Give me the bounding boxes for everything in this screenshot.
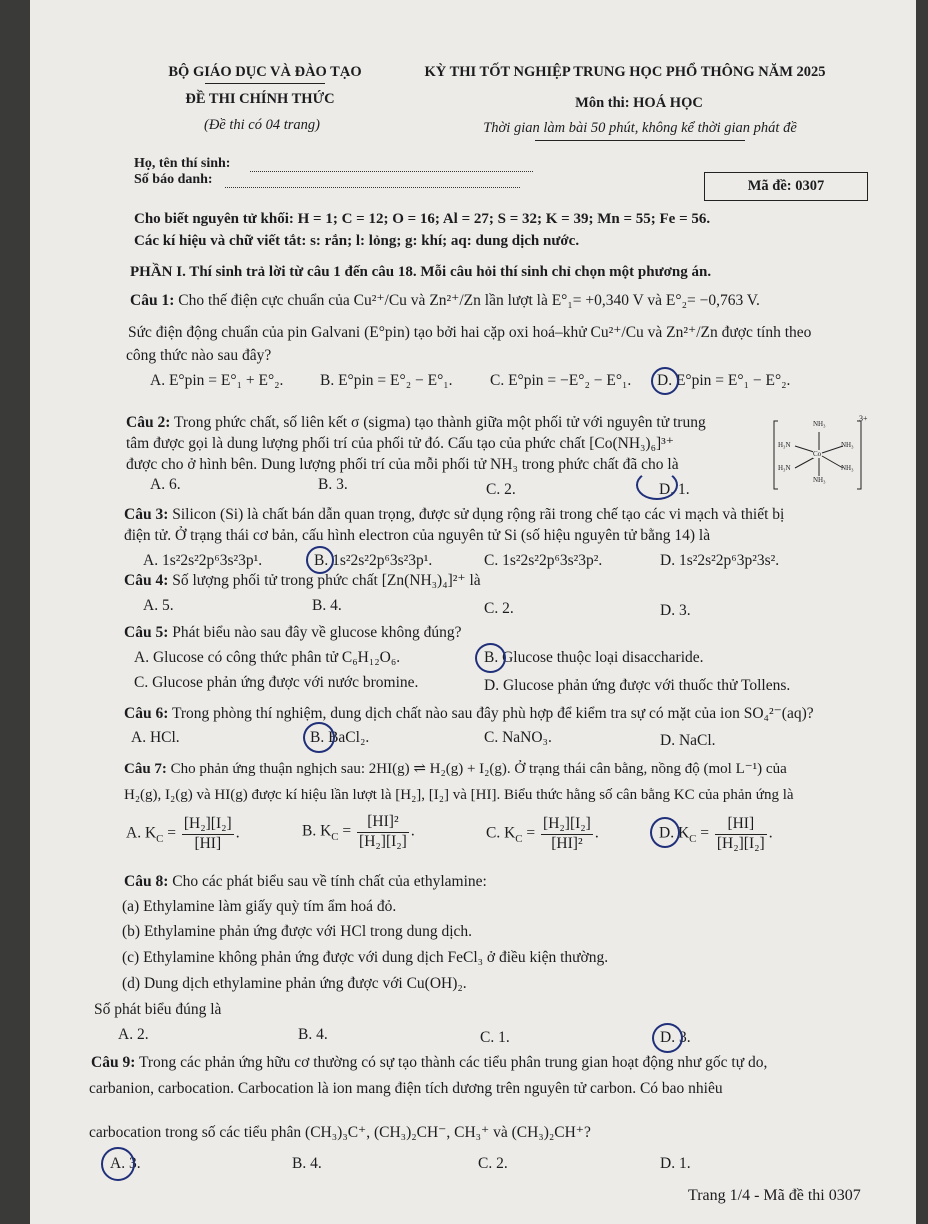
answer-mark-q9 — [101, 1147, 135, 1181]
q8-option-d[interactable]: D. 3. — [660, 1029, 691, 1046]
q5-option-a[interactable]: A. Glucose có công thức phân tử C₆H₁₂O₆. — [134, 649, 401, 666]
q4-option-b[interactable]: B. 4. — [312, 597, 342, 614]
page-count: (Đề thi có 04 trang) — [204, 117, 320, 133]
central-atom: Co — [813, 450, 822, 458]
q9-line1: Câu 9: Trong các phản ứng hữu cơ thường có sự tạo thành các tiểu phân trung gian hoạt động như gốc tự do, — [91, 1054, 768, 1071]
q7-option-a[interactable]: A. $K_C$ = $\frac{\text{[H₂][I₂]}}{[HI]}$ . — [126, 815, 240, 852]
q9-option-c[interactable]: C. 2. — [478, 1155, 508, 1172]
q3-line2: điện tử. Ở trạng thái cơ bản, cấu hình electron của nguyên tử Si (số hiệu nguyên tử bằng 14) là — [124, 527, 711, 544]
q9-line2: carbanion, carbocation. Carbocation là ion mang điện tích dương trên nguyên tử carbon. Có bao nhiêu — [89, 1080, 723, 1097]
ligand-right-top: NH₃ — [841, 441, 854, 449]
right-bracket — [857, 421, 861, 489]
answer-mark-q3 — [306, 546, 334, 574]
q1-line1: Câu 1: Cho thế điện cực chuẩn của Cu²⁺/Cu và Zn²⁺/Zn lần lượt là E°₁= +0,340 V và E°₂= −0,763 V. — [130, 292, 760, 309]
q2-line2: tâm được gọi là dung lượng phối trí của phối tử đó. Cấu tạo của phức chất [Co(NH₃)₆]³⁺ — [126, 435, 674, 452]
q4-option-c[interactable]: C. 2. — [484, 600, 514, 617]
ligand-left-top: H₃N — [778, 441, 791, 449]
q4-option-a[interactable]: A. 5. — [143, 597, 174, 614]
q9-line3: carbocation trong số các tiểu phân (CH₃)₃C⁺, (CH₃)₂CH⁻, CH₃⁺ và (CH₃)₂CH⁺? — [89, 1124, 591, 1141]
q1-line3: công thức nào sau đây? — [126, 347, 272, 364]
q7-line2: H₂(g), I₂(g) và HI(g) được kí hiệu lần lượt là [H₂], [I₂] và [HI]. Biểu thức hằng số cân bằng KC của phản ứng là — [124, 787, 794, 803]
q8-option-c[interactable]: C. 1. — [480, 1029, 510, 1046]
q8-line1: Câu 8: Cho các phát biểu sau về tính chất của ethylamine: — [124, 873, 487, 890]
exam-code-box — [704, 172, 868, 201]
q6-option-a[interactable]: A. HCl. — [131, 729, 180, 746]
candidate-name-label: Họ, tên thí sinh: — [134, 156, 231, 171]
q6-option-c[interactable]: C. NaNO₃. — [484, 729, 552, 746]
answer-mark-q8 — [652, 1023, 683, 1053]
ligand-right-bottom: NH₃ — [841, 464, 854, 472]
q2-option-b[interactable]: B. 3. — [318, 476, 348, 493]
ligand-bottom: NH₃ — [813, 476, 826, 484]
q4-option-d[interactable]: D. 3. — [660, 602, 691, 619]
q3-option-a[interactable]: A. 1s²2s²2p⁶3s²3p¹. — [143, 552, 263, 569]
q7-option-d[interactable]: D. $K_C$ = $\frac{[HI]}{\text{[H₂][I₂]}}$ . — [659, 815, 773, 852]
exam-time: Thời gian làm bài 50 phút, không kể thời gian phát đề — [483, 120, 797, 136]
q8-statement-b: (b) Ethylamine phản ứng được với HCl trong dung dịch. — [122, 923, 473, 940]
q2-option-d[interactable]: D. 1. — [659, 481, 690, 498]
q3-option-c[interactable]: C. 1s²2s²2p⁶3s²3p². — [484, 552, 603, 569]
candidate-name-field[interactable] — [250, 171, 533, 172]
q3-line1: Câu 3: Silicon (Si) là chất bán dẫn quan trọng, được sử dụng rộng rãi trong chế tạo các vi mạch và thiết bị — [124, 506, 785, 523]
header-underline — [205, 83, 325, 84]
q4-line1: Câu 4: Số lượng phối tử trong phức chất [Zn(NH₃)₄]²⁺ là — [124, 572, 481, 589]
q1-option-b[interactable]: B. E°pin = E°₂ − E°₁. — [320, 372, 453, 389]
part-one-heading: PHẦN I. Thí sinh trả lời từ câu 1 đến câu 18. Mỗi câu hỏi thí sinh chỉ chọn một phương án. — [130, 264, 712, 280]
q9-option-a[interactable]: A. 3. — [110, 1155, 141, 1172]
q9-option-b[interactable]: B. 4. — [292, 1155, 322, 1172]
q1-option-d[interactable]: D. E°pin = E°₁ − E°₂. — [657, 372, 791, 389]
q8-question: Số phát biểu đúng là — [94, 1001, 222, 1018]
exam-title: KỲ THI TỐT NGHIỆP TRUNG HỌC PHỔ THÔNG NĂM 2025 — [424, 64, 826, 80]
q3-option-b[interactable]: B. 1s²2s²2p⁶3s²3p¹. — [314, 552, 433, 569]
answer-mark-q1 — [651, 367, 679, 395]
q5-line1: Câu 5: Phát biểu nào sau đây về glucose không đúng? — [124, 624, 462, 641]
answer-mark-q2 — [636, 470, 678, 500]
q5-option-c[interactable]: C. Glucose phản ứng được với nước bromine. — [134, 674, 419, 691]
q6-line1: Câu 6: Trong phòng thí nghiệm, dung dịch chất nào sau đây phù hợp để kiểm tra sự có mặt của ion SO₄²⁻(aq)? — [124, 705, 814, 722]
q8-option-b[interactable]: B. 4. — [298, 1026, 328, 1043]
q2-option-c[interactable]: C. 2. — [486, 481, 516, 498]
q7-option-c[interactable]: C. $K_C$ = $\frac{\text{[H₂][I₂]}}{\text{[HI]²}}$ . — [486, 815, 599, 852]
answer-mark-q6 — [303, 722, 335, 753]
q2-line3: được cho ở hình bên. Dung lượng phối trí của mỗi phối tử NH₃ trong phức chất đã cho là — [126, 456, 679, 473]
q8-statement-c: (c) Ethylamine không phản ứng được với dung dịch FeCl₃ ở điều kiện thường. — [122, 949, 609, 966]
exam-code: Mã đề: 0307 — [747, 178, 825, 194]
q7-line1: Câu 7: Cho phản ứng thuận nghịch sau: 2HI(g) ⇌ H₂(g) + I₂(g). Ở trạng thái cân bằng, nồng độ (mol L⁻¹) của — [124, 761, 787, 777]
page-footer: Trang 1/4 - Mã đề thi 0307 — [688, 1187, 861, 1204]
q3-option-d[interactable]: D. 1s²2s²2p⁶3p²3s². — [660, 552, 780, 569]
complex-charge: 3+ — [859, 414, 868, 423]
q1-option-a[interactable]: A. E°pin = E°₁ + E°₂. — [150, 372, 284, 389]
bond-right-2 — [822, 456, 843, 468]
q8-option-a[interactable]: A. 2. — [118, 1026, 149, 1043]
q1-option-c[interactable]: C. E°pin = −E°₂ − E°₁. — [490, 372, 632, 389]
q9-option-d[interactable]: D. 1. — [660, 1155, 691, 1172]
answer-mark-q7 — [650, 817, 680, 848]
candidate-id-field[interactable] — [225, 187, 520, 188]
atomic-masses: Cho biết nguyên tử khối: H = 1; C = 12; O = 16; Al = 27; S = 32; K = 39; Mn = 55; Fe = 56. — [134, 211, 711, 227]
q7-option-b[interactable]: B. $K_C$ = $\frac{\text{[HI]²}}{\text{[H₂][I₂]}}$ . — [302, 813, 415, 850]
answer-mark-q5 — [475, 643, 506, 673]
left-bracket — [774, 421, 778, 489]
q8-statement-a: (a) Ethylamine làm giấy quỳ tím ẩm hoá đỏ. — [122, 898, 397, 915]
ligand-left-bottom: H₃N — [778, 464, 791, 472]
q1-line2: Sức điện động chuẩn của pin Galvani (E°pin) tạo bởi hai cặp oxi hoá–khử Cu²⁺/Cu và Zn²⁺/Zn được tính theo — [128, 324, 812, 341]
candidate-id-label: Số báo danh: — [134, 172, 213, 187]
time-underline — [535, 140, 745, 141]
ministry-name: BỘ GIÁO DỤC VÀ ĐÀO TẠO — [168, 64, 362, 80]
symbols-note: Các kí hiệu và chữ viết tắt: s: rắn; l: lỏng; g: khí; aq: dung dịch nước. — [134, 233, 580, 249]
q6-option-b[interactable]: B. BaCl₂. — [310, 729, 370, 746]
q2-option-a[interactable]: A. 6. — [150, 476, 181, 493]
q5-option-b[interactable]: B. Glucose thuộc loại disaccharide. — [484, 649, 704, 666]
ligand-top: NH₃ — [813, 420, 826, 428]
official-label: ĐỀ THI CHÍNH THỨC — [185, 91, 335, 107]
complex-structure-figure — [773, 414, 868, 492]
q5-option-d[interactable]: D. Glucose phản ứng được với thuốc thử Tollens. — [484, 677, 791, 694]
q6-option-d[interactable]: D. NaCl. — [660, 732, 716, 749]
subject: Môn thi: HOÁ HỌC — [575, 95, 703, 111]
bond-right-1 — [822, 446, 843, 453]
q8-statement-d: (d) Dung dịch ethylamine phản ứng được với Cu(OH)₂. — [122, 975, 467, 992]
q2-line1: Câu 2: Trong phức chất, số liên kết σ (sigma) tạo thành giữa một phối tử với nguyên tử trung — [126, 414, 706, 431]
